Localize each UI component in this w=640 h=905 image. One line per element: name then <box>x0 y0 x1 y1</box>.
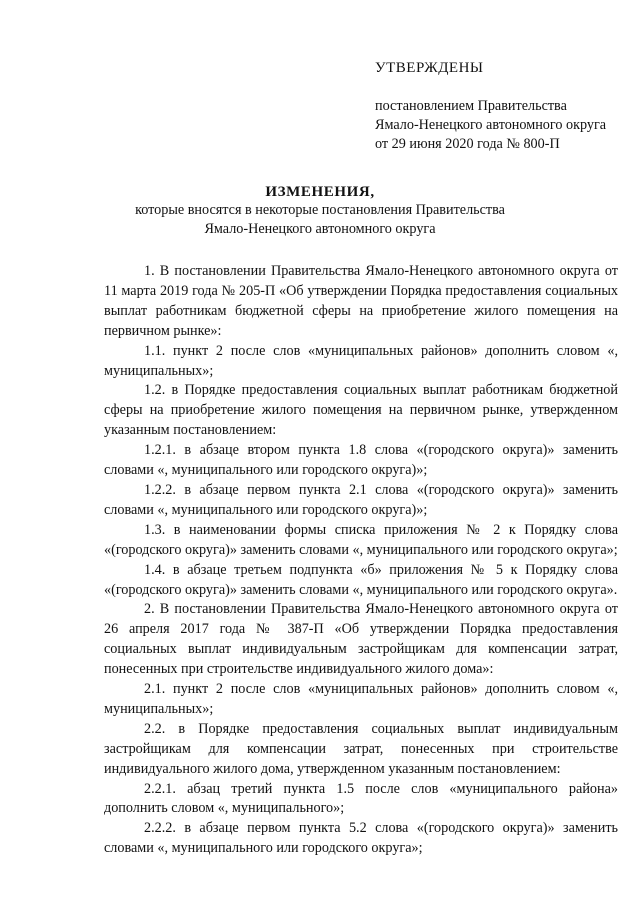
body-paragraph: 1.2. в Порядке предоставления социальных выплат работникам бюджетной сферы на приобретение жилого помещения на первичном рынке, утвержденном указанным постановлением: <box>104 382 618 439</box>
body-paragraph: 1. В постановлении Правительства Ямало-Ненецкого автономного округа от 11 марта 2019 года № 205-П «Об утверждении Порядка предоставления социальных выплат работникам бюджетной сферы на приобретение жилого помещения на первичном рынке»: <box>104 263 618 339</box>
subtitle-line: которые вносятся в некоторые постановления Правительства <box>135 202 505 218</box>
document-body <box>104 262 618 859</box>
body-paragraph: 2.2. в Порядке предоставления социальных выплат индивидуальным застройщикам для компенсации затрат, понесенных при строительстве индивидуального жилого дома, утвержденном указанным постановлением: <box>104 720 618 777</box>
body-paragraph: 1.1. пункт 2 после слов «муниципальных районов» дополнить словом «, муниципальных»; <box>104 342 618 379</box>
approval-reference <box>375 97 606 154</box>
subtitle-line: Ямало-Ненецкого автономного округа <box>204 221 436 237</box>
approval-line: Ямало-Ненецкого автономного округа <box>375 117 607 133</box>
body-paragraph: 1.2.2. в абзаце первом пункта 2.1 слова «(городского округа)» заменить словами «, муниципального или городского округа)»; <box>104 481 618 518</box>
document-title: ИЗМЕНЕНИЯ, <box>265 184 375 200</box>
approval-line: от 29 июня 2020 года № 800-П <box>375 136 560 152</box>
body-paragraph: 2. В постановлении Правительства Ямало-Ненецкого автономного округа от 26 апреля 2017 года № 387-П «Об утверждении Порядка предоставления социальных выплат индивидуальным застройщикам для компенсации затрат, понесенных при строительстве индивидуального жилого дома»: <box>104 601 618 678</box>
body-paragraph: 2.1. пункт 2 после слов «муниципальных районов» дополнить словом «, муниципальных»; <box>104 681 618 717</box>
body-paragraph: 1.4. в абзаце третьем подпункта «б» приложения № 5 к Порядку слова «(городского округа)» заменить словами «, муниципального или городского округа». <box>104 561 618 598</box>
body-paragraph: 2.2.2. в абзаце первом пункта 5.2 слова «(городского округа)» заменить словами «, муниципального или городского округа»; <box>104 820 618 857</box>
body-paragraph: 2.2.1. абзац третий пункта 1.5 после слов «муниципального района» дополнить словом «, муниципального»; <box>104 780 618 817</box>
body-paragraph: 1.3. в наименовании формы списка приложения № 2 к Порядку слова «(городского округа)» заменить словами «, муниципального или городского округа»; <box>104 521 618 558</box>
approval-stamp-heading: УТВЕРЖДЕНЫ <box>375 60 484 76</box>
body-paragraph: 1.2.1. в абзаце втором пункта 1.8 слова «(городского округа)» заменить словами «, муниципального или городского округа)»; <box>104 442 618 479</box>
approval-line: постановлением Правительства <box>375 98 567 114</box>
document-subtitle <box>0 201 640 239</box>
